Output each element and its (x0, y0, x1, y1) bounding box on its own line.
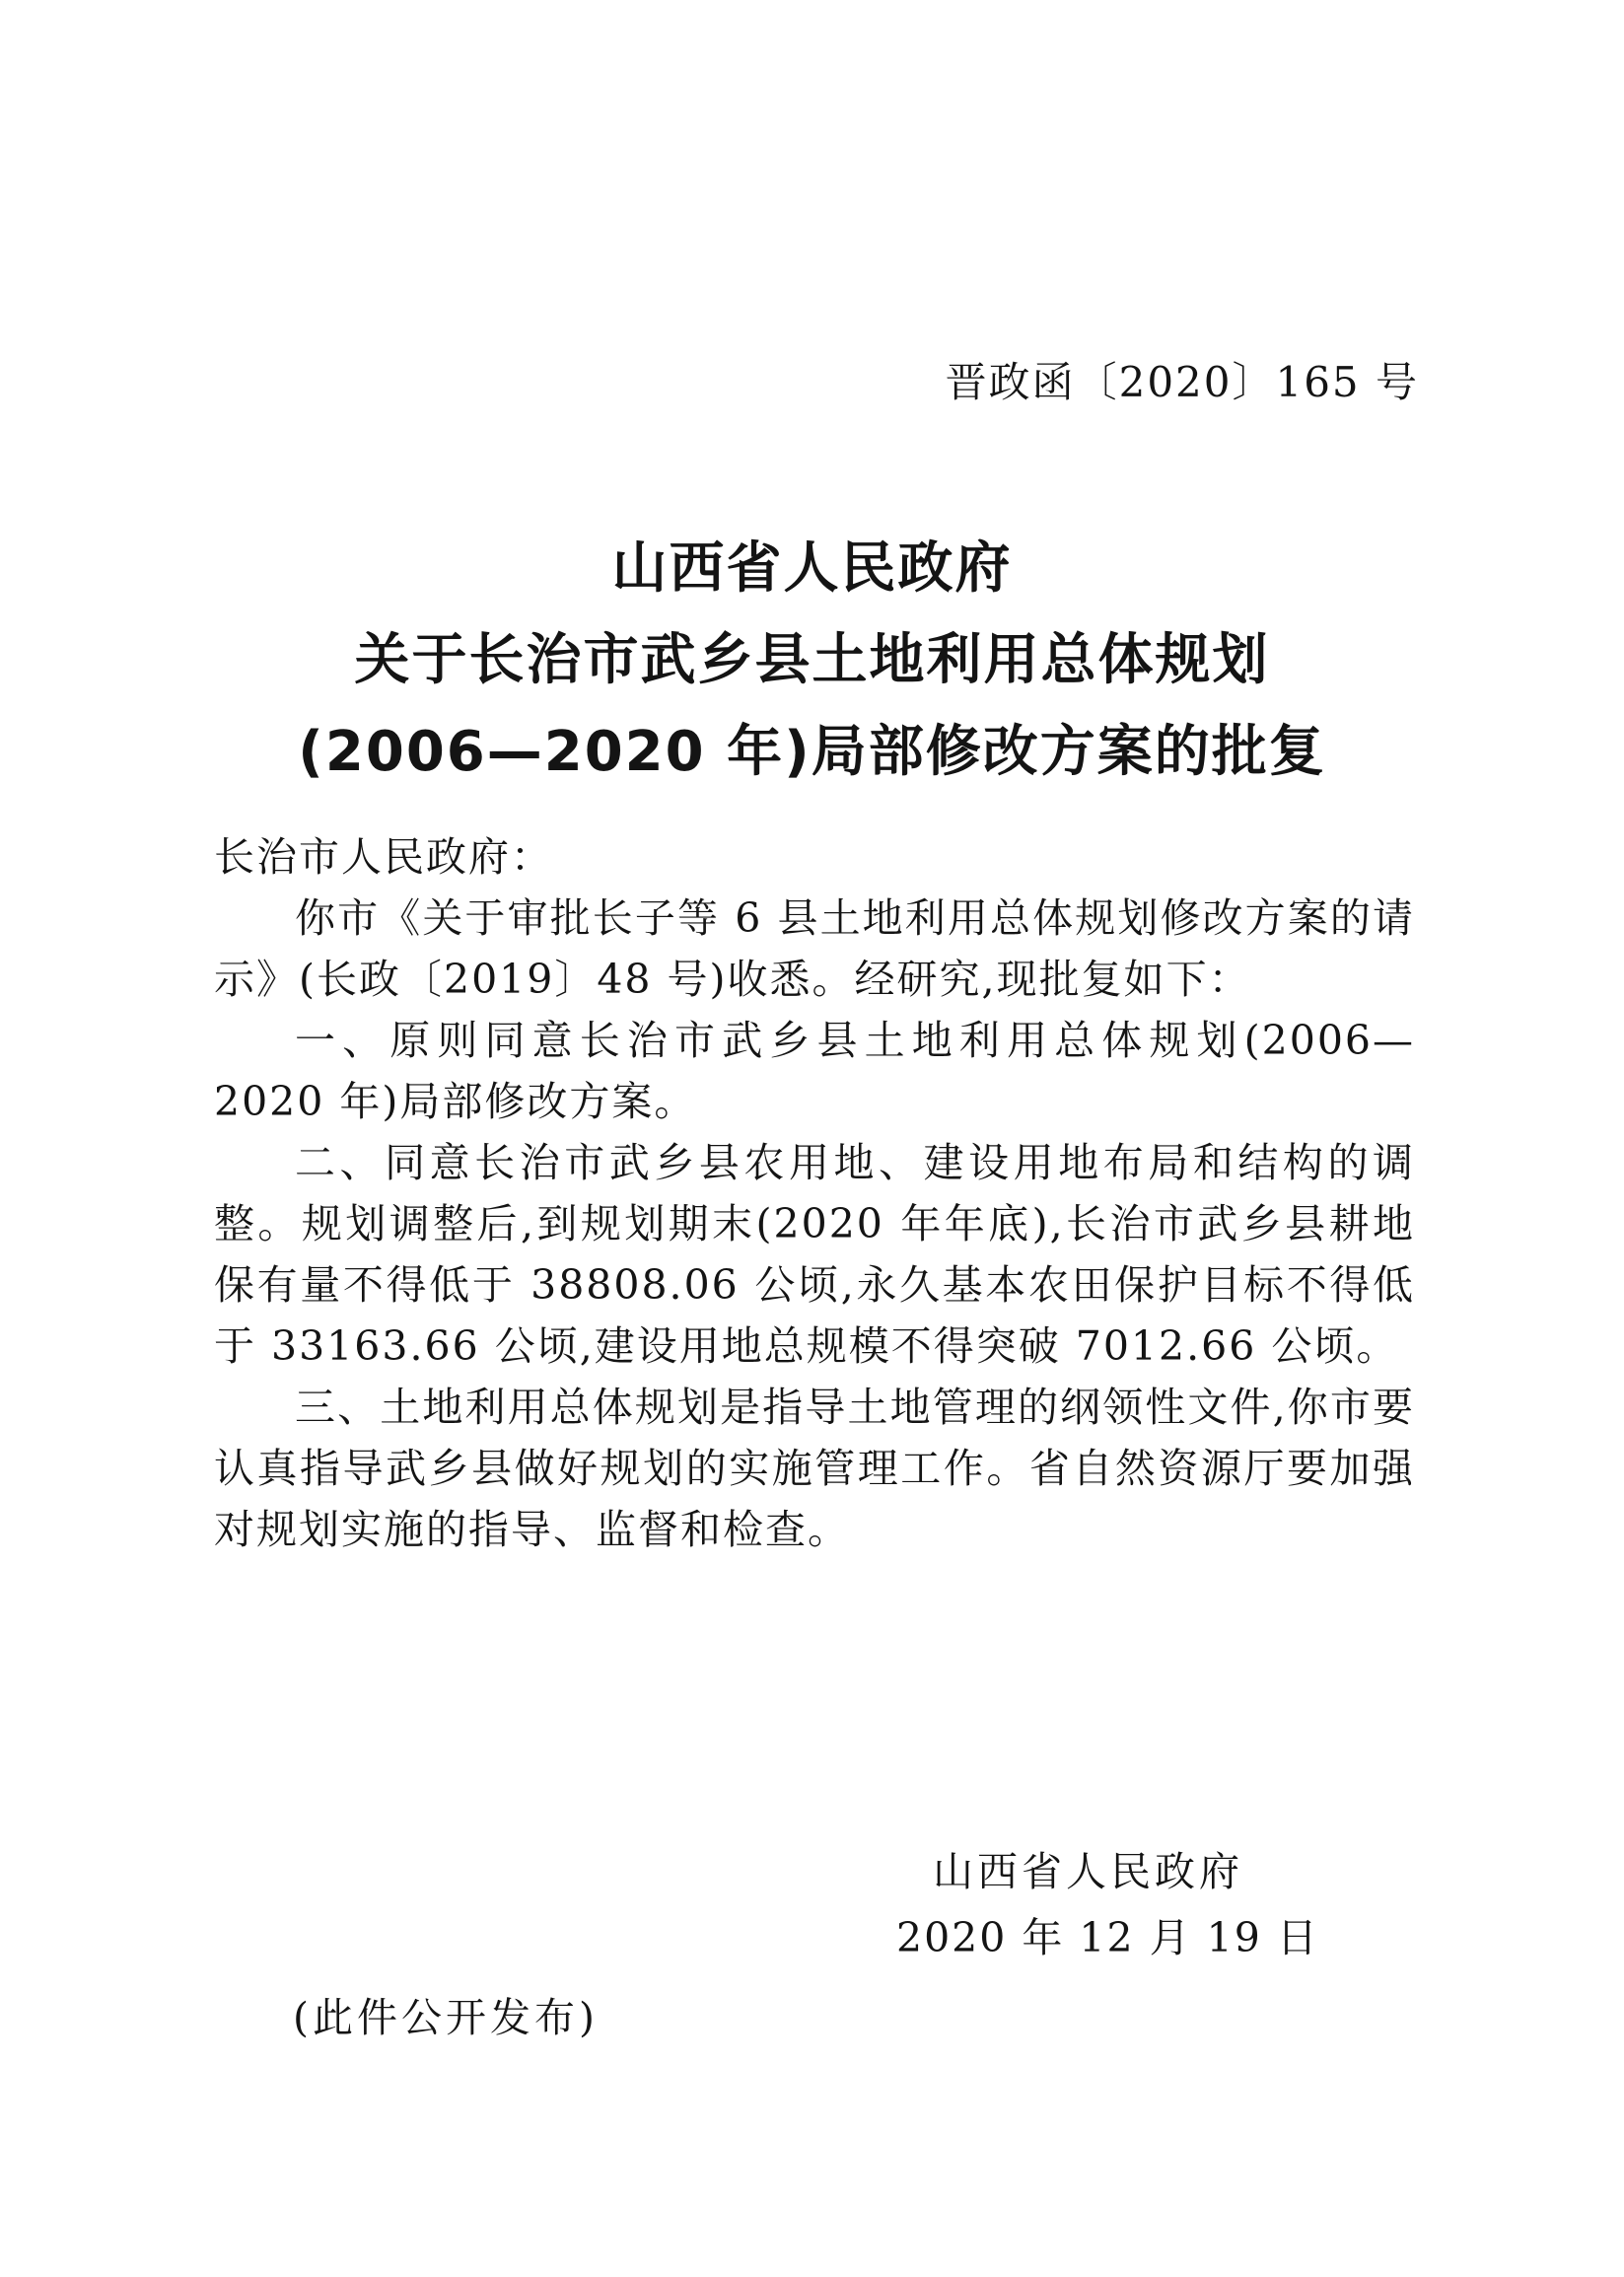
signature-date: 2020 年 12 月 19 日 (896, 1914, 1319, 1961)
document-number: 晋政函〔2020〕165 号 (945, 358, 1419, 406)
signature-organization: 山西省人民政府 (933, 1848, 1243, 1895)
paragraph-item-1: 一、原则同意长治市武乡县土地利用总体规划(2006—2020 年)局部修改方案。 (214, 1017, 1415, 1125)
document-body (214, 826, 1415, 1560)
paragraph-item-3: 三、土地利用总体规划是指导土地管理的纲领性文件,你市要认真指导武乡县做好规划的实施管理工作。省自然资源厅要加强对规划实施的指导、监督和检查。 (214, 1384, 1415, 1553)
release-note: (此件公开发布) (293, 1994, 599, 2041)
paragraph-intro: 你市《关于审批长子等 6 县土地利用总体规划修改方案的请示》(长政〔2019〕48 号)收悉。经研究,现批复如下： (214, 894, 1415, 1003)
title-line-issuer: 山西省人民政府 (611, 536, 1013, 601)
addressee: 长治市人民政府： (214, 833, 553, 881)
title-line-period: (2006—2020 年)局部修改方案的批复 (298, 720, 1326, 784)
paragraph-item-2: 二、同意长治市武乡县农用地、建设用地布局和结构的调整。规划调整后,到规划期末(2020 年年底),长治市武乡县耕地保有量不得低于 38808.06 公顷,永久基本农田保护目标不得低于 33163.66 公顷,建设用地总规模不得突破 7012.66 公顷。 (214, 1139, 1415, 1370)
document-title (0, 523, 1624, 798)
title-line-subject: 关于长治市武乡县土地利用总体规划 (354, 628, 1270, 692)
